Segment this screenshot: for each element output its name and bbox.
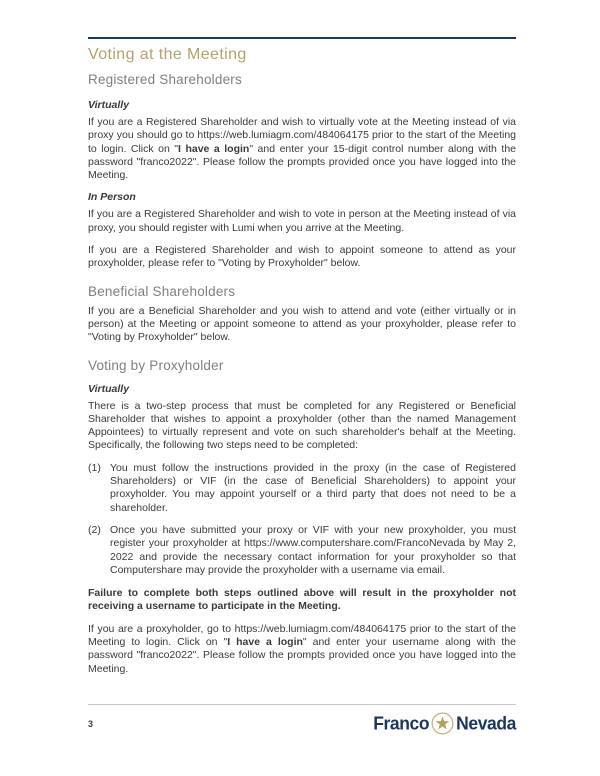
paragraph-registered-appoint: If you are a Registered Shareholder and wish to appoint someone to attend as your proxyholder, please refer to "Voting by Proxyholder" below. xyxy=(88,244,516,270)
numbered-step-list xyxy=(88,462,516,577)
sub-label-virtually-proxyholder: Virtually xyxy=(88,382,130,395)
franco-nevada-logo xyxy=(373,712,516,735)
paragraph-beneficial: If you are a Beneficial Shareholder and you wish to attend and vote (either virtually or in person) at the Meeting or appoint someone to attend as your proxyholder, please refer to "Voting by Proxyholder" below. xyxy=(88,304,516,344)
logo-word-nevada: Nevada xyxy=(456,712,516,734)
section-heading-beneficial-shareholders: Beneficial Shareholders xyxy=(88,283,236,299)
sub-label-virtually: Virtually xyxy=(88,99,130,111)
list-item-text: Once you have submitted your proxy or VIF with your new proxyholder, you must register your proxyholder at https://www.computershare.com/FrancoNevada by May 2, 2022 and provide the necessary contact information for your proxyholder so that Computershare may provide the proxyholder with a username via email. xyxy=(110,523,516,576)
section-heading-voting-by-proxyholder: Voting by Proxyholder xyxy=(88,357,224,373)
list-marker: (2) xyxy=(88,523,101,536)
footer-rule xyxy=(88,704,516,705)
list-marker: (1) xyxy=(88,461,101,474)
paragraph-proxyholder-intro: There is a two-step process that must be completed for any Registered or Beneficial Shareholder that wishes to appoint a proxyholder (other than the named Management Appointees) to virtually represent and vote on such shareholder's behalf at the Meeting. Specifically, the following two steps need to be completed: xyxy=(88,399,516,452)
page-footer xyxy=(88,704,516,735)
list-item-step-2 xyxy=(88,524,516,577)
paragraph-warning-failure: Failure to complete both steps outlined above will result in the proxyholder not receiving a username to participate in the Meeting. xyxy=(88,587,516,613)
page-number: 3 xyxy=(88,718,94,729)
page-content xyxy=(88,0,516,676)
paragraph-registered-virtual-voting: If you are a Registered Shareholder and wish to virtually vote at the Meeting instead of via proxy you should go to https://web.lumiagm.com/484064175 prior to the start of the Meeting to login. Click on "I have a login" and enter your 15-digit control number along with the password "franco2022". Please follow the prompts provided once you have logged into the Meeting. xyxy=(88,116,516,182)
sub-label-in-person: In Person xyxy=(88,191,136,204)
page-title: Voting at the Meeting xyxy=(88,46,247,63)
list-item-text: You must follow the instructions provided in the proxy (in the case of Registered Shareholders) or VIF (in the case of Beneficial Shareholders) to appoint your proxyholder. You may appoint yourself or a third party that does not need to be a shareholder. xyxy=(110,461,516,514)
paragraph-registered-in-person: If you are a Registered Shareholder and wish to vote in person at the Meeting instead of via proxy, you should register with Lumi when you arrive at the Meeting. xyxy=(88,208,516,234)
list-item-step-1 xyxy=(88,462,516,515)
logo-word-franco: Franco xyxy=(373,712,430,734)
section-heading-registered-shareholders: Registered Shareholders xyxy=(88,72,242,87)
paragraph-proxyholder-login: If you are a proxyholder, go to https://web.lumiagm.com/484064175 prior to the start of the Meeting to login. Click on "I have a login" and enter your username along with the password "franco2022". Please follow the prompts provided once you have logged into the Meeting. xyxy=(88,622,516,675)
gold-star-in-circle-icon xyxy=(431,712,454,735)
header-rule xyxy=(88,37,516,39)
